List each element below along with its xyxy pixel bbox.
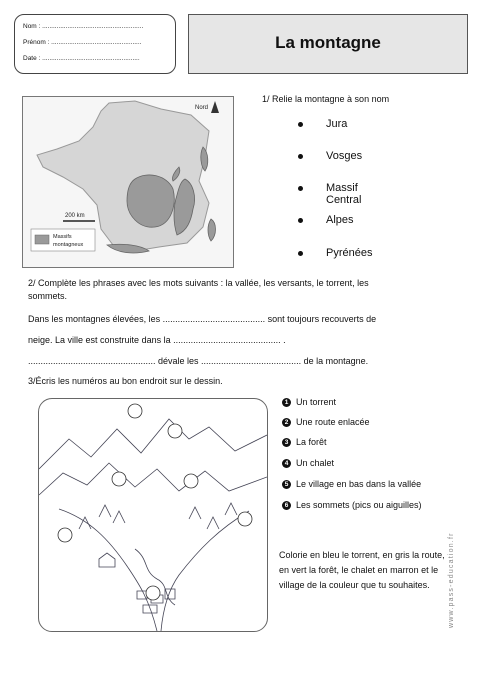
france-map-drawing — [23, 97, 233, 267]
chalet-drawing — [99, 553, 115, 567]
q1-item-alpes[interactable]: Alpes — [326, 214, 354, 226]
watermark — [444, 480, 456, 630]
q3-item-4 — [282, 458, 334, 468]
valley-line — [161, 511, 249, 631]
q1-item-massif-central[interactable]: Massif Central — [326, 182, 362, 206]
date-field-label[interactable]: Date : ...................................................... — [23, 55, 140, 62]
q3-item-label: Le village en bas dans la vallée — [296, 479, 422, 489]
bullet-icon — [298, 218, 303, 223]
bullet-icon — [298, 154, 303, 159]
bullet-icon — [298, 186, 303, 191]
firstname-field-label[interactable]: Prénom : .................................................. — [23, 39, 142, 46]
q1-item-vosges[interactable]: Vosges — [326, 150, 363, 162]
answer-circle[interactable] — [238, 512, 252, 526]
q3-item-5 — [282, 479, 421, 489]
title-box — [188, 14, 468, 74]
number-2-icon: 2 — [282, 418, 291, 427]
q3-item-2 — [282, 417, 370, 427]
q2-sentence-2[interactable]: neige. La ville est construite dans la ........................................... . — [28, 335, 286, 345]
q3-item-label: La forêt — [296, 437, 327, 447]
q3-item-3 — [282, 437, 327, 447]
scale-bar — [63, 213, 95, 221]
answer-circle[interactable] — [184, 474, 198, 488]
massif-central-shape — [127, 175, 174, 227]
forest-trees — [189, 503, 237, 529]
ridge-line — [39, 419, 267, 469]
q2-prompt-line2: sommets. — [28, 291, 68, 301]
answer-circle[interactable] — [168, 424, 182, 438]
number-3-icon: 3 — [282, 438, 291, 447]
q3-item-1 — [282, 397, 336, 407]
answer-circle[interactable] — [58, 528, 72, 542]
q2-sentence-3[interactable]: ................................................... dévale les ........................................ de la montagne. — [28, 356, 369, 366]
q3-item-6 — [282, 500, 422, 510]
q3-prompt: 3/Écris les numéros au bon endroit sur le dessin. — [28, 376, 223, 386]
answer-circle[interactable] — [146, 586, 160, 600]
mountain-illustration — [39, 399, 267, 631]
q3-item-label: Les sommets (pics ou aiguilles) — [296, 500, 422, 510]
student-info-box — [14, 14, 176, 74]
q2-sentence-1[interactable]: Dans les montagnes élevées, les ......................................... sont toujours recouverts de — [28, 314, 377, 324]
q1-item-jura[interactable]: Jura — [326, 118, 348, 130]
page-title: La montagne — [275, 33, 381, 52]
q3-item-label: Une route enlacée — [296, 417, 370, 427]
bullet-icon — [298, 122, 303, 127]
number-1-icon: 1 — [282, 398, 291, 407]
france-map — [22, 96, 234, 268]
scale-label: 200 km — [65, 213, 85, 219]
number-4-icon: 4 — [282, 459, 291, 468]
answer-circle[interactable] — [112, 472, 126, 486]
valley-line — [59, 509, 157, 631]
coloring-instructions: Colorie en bleu le torrent, en gris la route, en vert la forêt, le chalet en marron et le village de la couleur que tu souhaites. — [279, 550, 445, 590]
name-field-label[interactable]: Nom : ........................................................ — [23, 23, 144, 30]
map-legend — [31, 229, 95, 251]
answer-circle[interactable] — [128, 404, 142, 418]
bullet-icon — [298, 251, 303, 256]
forest-trees — [79, 505, 125, 529]
q2-prompt-line1: 2/ Complète les phrases avec les mots suivants : la vallée, les versants, le torrent, les — [28, 278, 369, 288]
q1-prompt: 1/ Relie la montagne à son nom — [262, 94, 390, 104]
watermark-text: www.pass-education.fr — [448, 532, 455, 628]
number-6-icon: 6 — [282, 501, 291, 510]
legend-label-2: montagneux — [53, 242, 84, 248]
legend-label-1: Massifs — [53, 234, 72, 240]
ridge-line — [39, 463, 267, 495]
q3-item-label: Un chalet — [296, 458, 335, 468]
mountain-drawing — [38, 398, 268, 632]
north-arrow — [195, 101, 219, 113]
q3-item-label: Un torrent — [296, 397, 337, 407]
north-label: Nord — [195, 105, 209, 111]
corse-shape — [208, 219, 216, 241]
number-5-icon: 5 — [282, 480, 291, 489]
q1-item-pyrenees[interactable]: Pyrénées — [326, 247, 373, 259]
